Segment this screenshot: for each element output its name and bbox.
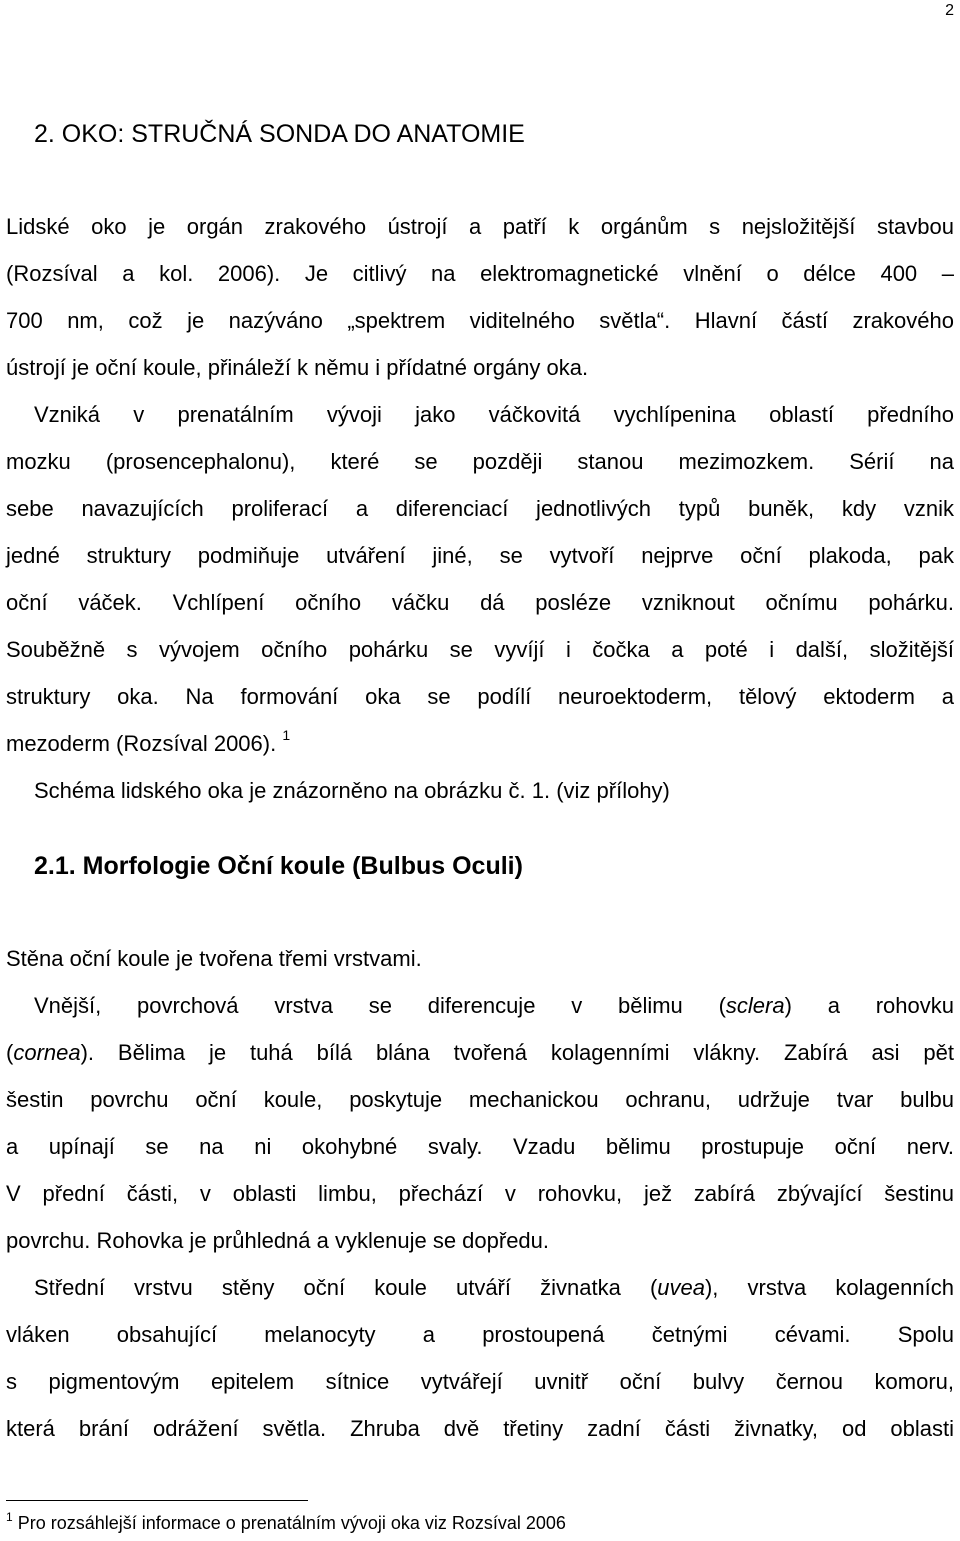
text-line: šestin povrchu oční koule, poskytuje mechanickou ochranu, udržuje tvar bulbu	[6, 1087, 954, 1112]
text-line: mozku (prosencephalonu), které se později stanou mezimozkem. Sérií na	[6, 449, 954, 474]
latin-term: sclera	[725, 993, 785, 1018]
paragraph-anatomy-intro	[6, 203, 954, 814]
text-line: s pigmentovým epitelem sítnice vytvářejí uvnitř oční bulvy černou komoru,	[6, 1369, 954, 1394]
chapter-title: 2. OKO: STRUČNÁ SONDA DO ANATOMIE	[34, 120, 525, 148]
text-line: (Rozsíval a kol. 2006). Je citlivý na elektromagnetické vlnění o délce 400 –	[6, 261, 954, 286]
text-line: ústrojí je oční koule, přináleží k němu i přídatné orgány oka.	[6, 355, 589, 380]
footnote	[6, 1511, 566, 1535]
text-line: Schéma lidského oka je znázorněno na obrázku č. 1. (viz přílohy)	[34, 778, 670, 803]
text-line: povrchu. Rohovka je průhledná a vyklenuje se dopředu.	[6, 1228, 550, 1253]
text-fragment: ), vrstva kolagenních	[704, 1275, 954, 1300]
text-line: vláken obsahující melanocyty a prostoupená četnými cévami. Spolu	[6, 1322, 954, 1347]
section-heading: 2.1. Morfologie Oční koule (Bulbus Oculi)	[34, 852, 523, 880]
text-line: Lidské oko je orgán zrakového ústrojí a patří k orgánům s nejsložitější stavbou	[6, 214, 954, 239]
text-line: 700 nm, což je nazýváno „spektrem viditelného světla“. Hlavní částí zrakového	[6, 308, 954, 333]
text-line: jedné struktury podmiňuje utváření jiné, se vytvoří nejprve oční plakoda, pak	[6, 543, 954, 568]
text-fragment: (	[6, 1040, 14, 1065]
paragraph-eyeball-layers	[6, 935, 954, 1452]
text-line-with-footnote-ref	[6, 720, 954, 767]
text-fragment: ) a rohovku	[784, 993, 954, 1018]
latin-term: cornea	[13, 1040, 81, 1065]
text-line: a upínají se na ni okohybné svaly. Vzadu bělimu prostupuje oční nerv.	[6, 1134, 954, 1159]
text-line: Stěna oční koule je tvořena třemi vrstvami.	[6, 946, 422, 971]
footnote-reference: 1	[282, 727, 291, 743]
text-fragment: mezoderm (Rozsíval 2006).	[6, 731, 277, 756]
page-number: 2	[945, 2, 954, 19]
text-line: sebe navazujících proliferací a diferenciací jednotlivých typů buněk, kdy vznik	[6, 496, 954, 521]
footnote-divider	[6, 1500, 308, 1501]
text-fragment: Vnější, povrchová vrstva se diferencuje v bělimu (	[34, 993, 726, 1018]
footnote-marker: 1	[6, 1510, 13, 1524]
text-line: Souběžně s vývojem očního pohárku se vyvíjí i čočka a poté i další, složitější	[6, 637, 954, 662]
text-line	[6, 1029, 954, 1076]
text-line: Vzniká v prenatálním vývoji jako váčkovitá vychlípenina oblastí předního	[34, 402, 954, 427]
footnote-text: Pro rozsáhlejší informace o prenatálním vývoji oka viz Rozsíval 2006	[12, 1513, 566, 1533]
text-line: která brání odrážení světla. Zhruba dvě třetiny zadní části živnatky, od oblasti	[6, 1416, 954, 1441]
text-line: V přední části, v oblasti limbu, přechází v rohovku, jež zabírá zbývající šestinu	[6, 1181, 954, 1206]
text-line: struktury oka. Na formování oka se podílí neuroektoderm, tělový ektoderm a	[6, 684, 954, 709]
text-line	[6, 1264, 954, 1311]
text-line: oční váček. Vchlípení očního váčku dá posléze vzniknout očnímu pohárku.	[6, 590, 954, 615]
text-fragment: Střední vrstvu stěny oční koule utváří živnatka (	[34, 1275, 658, 1300]
latin-term: uvea	[657, 1275, 705, 1300]
text-fragment: ). Bělima je tuhá bílá blána tvořená kolagenními vlákny. Zabírá asi pět	[80, 1040, 954, 1065]
text-line	[6, 982, 954, 1029]
